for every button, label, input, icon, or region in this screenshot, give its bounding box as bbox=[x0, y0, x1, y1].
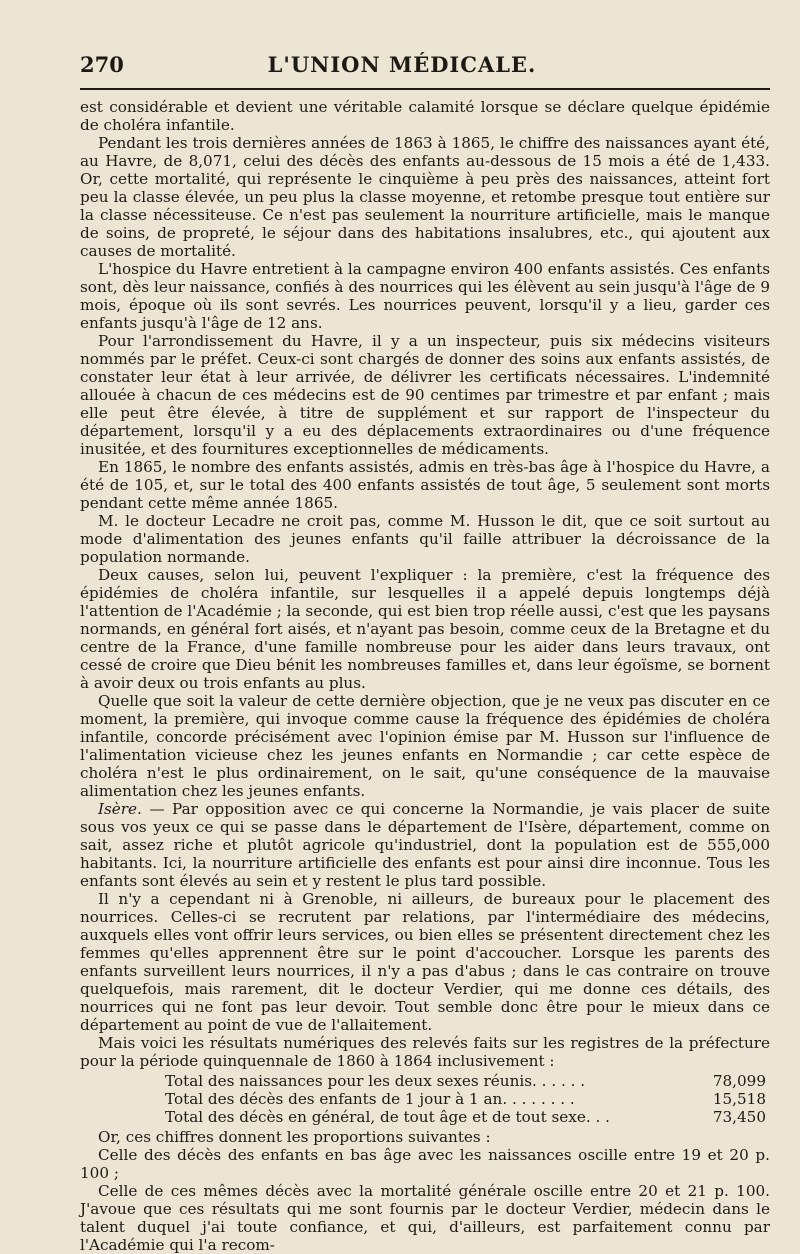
stat-label: Total des décès en général, de tout âge et de tout sexe. . . bbox=[165, 1108, 610, 1126]
article-body bbox=[80, 98, 770, 1254]
running-title: L'UNION MÉDICALE. bbox=[267, 52, 537, 77]
paragraph-text: Pour l'arrondissement du Havre, il y a un inspecteur, puis six médecins visiteurs nommés par le préfet. Ceux-ci sont chargés de donner des soins aux enfants assistés, de constater leur état à leur arrivée, de délivrer les certificats nécessaires. L'indemnité allouée à chacun de ces médecins est de 90 centimes par trimestre et par enfant ; mais elle peut être élevée, à titre de supplément et sur rapport de l'inspecteur du département, lorsqu'il y a eu des déplacements extraordinaires ou d'une fréquence inusitée, et des fournitures exceptionnelles de médicaments. bbox=[80, 332, 770, 458]
stat-label: Total des décès des enfants de 1 jour à 1 an. . . . . . . . bbox=[165, 1090, 575, 1108]
paragraph-text: Pendant les trois dernières années de 1863 à 1865, le chiffre des naissances ayant été, au Havre, de 8,071, celui des décès des enfants au-dessous de 15 mois a été de 1,433. Or, cette mortalité, qui représente le cinquième à peu près des naissances, atteint fort peu la classe élevée, un peu plus la classe moyenne, et retombe presque tout entière sur la classe nécessiteuse. Ce n'est pas seulement la nourriture artificielle, mais le manque de soins, de propreté, le séjour dans des habitations insalubres, etc., qui ajoutent aux causes de mortalité. bbox=[80, 134, 770, 260]
paragraph bbox=[80, 800, 770, 890]
page-number: 270 bbox=[80, 52, 124, 77]
paragraph bbox=[80, 566, 770, 692]
paragraph bbox=[80, 512, 770, 566]
stat-value: 15,518 bbox=[712, 1090, 766, 1108]
stat-row bbox=[80, 1090, 770, 1108]
paragraph-list bbox=[80, 98, 770, 1070]
stat-label: Total des naissances pour les deux sexes réunis. . . . . . bbox=[165, 1072, 586, 1090]
statistics-table bbox=[80, 1072, 770, 1126]
paragraph-text: Deux causes, selon lui, peuvent l'expliquer : la première, c'est la fréquence des épidémies de choléra infantile, sur lesquelles il a appelé depuis longtemps déjà l'attention de l'Académie ; la seconde, qui est bien trop réelle aussi, c'est que les paysans normands, en général fort aisés, et n'ayant pas besoin, comme ceux de la Bretagne et du centre de la France, d'une famille nombreuse pour les aider dans leurs travaux, ont cessé de croire que Dieu bénit les nombreuses familles et, dans leur égoïsme, se bornent à avoir deux ou trois enfants au plus. bbox=[80, 566, 770, 692]
paragraph-text: M. le docteur Lecadre ne croit pas, comme M. Husson le dit, que ce soit surtout au mode d'alimentation des jeunes enfants qu'il faille attribuer la décroissance de la population normande. bbox=[80, 512, 770, 566]
paragraph-text: — Par opposition avec ce qui concerne la Normandie, je vais placer de suite sous vos yeux ce qui se passe dans le département de l'Isère, département, comme on sait, assez riche et plutôt agricole qu'industriel, dont la population est de 555,000 habitants. Ici, la nourriture artificielle des enfants est pour ainsi dire inconnue. Tous les enfants sont élevés au sein et y restent le plus tard possible. bbox=[80, 800, 770, 890]
paragraph-text: Quelle que soit la valeur de cette dernière objection, que je ne veux pas discuter en ce moment, la première, qui invoque comme cause la fréquence des épidémies de choléra infantile, concorde précisément avec l'opinion émise par M. Husson sur l'influence de l'alimentation vicieuse chez les jeunes enfants en Normandie ; car cette espèce de choléra n'est le plus ordinairement, on le sait, qu'une conséquence de la mauvaise alimentation chez les jeunes enfants. bbox=[80, 692, 770, 800]
stat-row bbox=[80, 1108, 770, 1126]
paragraph-text: Il n'y a cependant ni à Grenoble, ni ailleurs, de bureaux pour le placement des nourrices. Celles-ci se recrutent par relations, par l'intermédiaire des médecins, auxquels elles vont offrir leurs services, ou bien elles se présentent directement chez les femmes qu'elles apprennent être sur le point d'accoucher. Lorsque les parents des enfants surveillent leurs nourrices, il n'y a pas d'abus ; dans le cas contraire on trouve quelquefois, mais rarement, dit le docteur Verdier, qui me donne ces détails, des nourrices qui ne font pas leur devoir. Tout semble donc être pour le mieux dans ce département au point de vue de l'allaitement. bbox=[80, 890, 770, 1034]
page-header bbox=[80, 52, 764, 82]
paragraph bbox=[80, 134, 770, 260]
stat-value: 78,099 bbox=[712, 1072, 766, 1090]
paragraph-text: est considérable et devient une véritable calamité lorsque se déclare quelque épidémie de choléra infantile. bbox=[80, 98, 770, 134]
paragraph bbox=[80, 458, 770, 512]
paragraph bbox=[80, 1128, 770, 1146]
section-lead: Isère. bbox=[98, 800, 142, 818]
paragraph-text: Celle de ces mêmes décès avec la mortalité générale oscille entre 20 et 21 p. 100. J'avoue que ces résultats qui me sont fournis par le docteur Verdier, médecin dans le talent duquel j'ai toute confiance, et qui, d'ailleurs, est parfaitement connu par l'Académie qui l'a recom- bbox=[80, 1182, 770, 1254]
paragraph-text: L'hospice du Havre entretient à la campagne environ 400 enfants assistés. Ces enfants sont, dès leur naissance, confiés à des nourrices qui les élèvent au sein jusqu'à l'âge de 9 mois, époque où ils sont sevrés. Les nourrices peuvent, lorsqu'il y a lieu, garder ces enfants jusqu'à l'âge de 12 ans. bbox=[80, 260, 770, 332]
paragraph-text: Celle des décès des enfants en bas âge avec les naissances oscille entre 19 et 20 p. 100 ; bbox=[80, 1146, 770, 1182]
paragraph bbox=[80, 1146, 770, 1182]
paragraph bbox=[80, 332, 770, 458]
stat-value: 73,450 bbox=[712, 1108, 766, 1126]
paragraph-text: Or, ces chiffres donnent les proportions suivantes : bbox=[98, 1128, 491, 1146]
paragraph bbox=[80, 890, 770, 1034]
closing-paragraphs bbox=[80, 1128, 770, 1254]
paragraph bbox=[80, 1182, 770, 1254]
paragraph-text: Mais voici les résultats numériques des relevés faits sur les registres de la préfecture pour la période quinquennale de 1860 à 1864 inclusivement : bbox=[80, 1034, 770, 1070]
paragraph bbox=[80, 260, 770, 332]
stat-row bbox=[80, 1072, 770, 1090]
paragraph bbox=[80, 692, 770, 800]
header-rule bbox=[80, 88, 770, 90]
paragraph bbox=[80, 98, 770, 134]
paragraph-text: En 1865, le nombre des enfants assistés, admis en très-bas âge à l'hospice du Havre, a été de 105, et, sur le total des 400 enfants assistés de tout âge, 5 seulement sont morts pendant cette même année 1865. bbox=[80, 458, 770, 512]
paragraph bbox=[80, 1034, 770, 1070]
